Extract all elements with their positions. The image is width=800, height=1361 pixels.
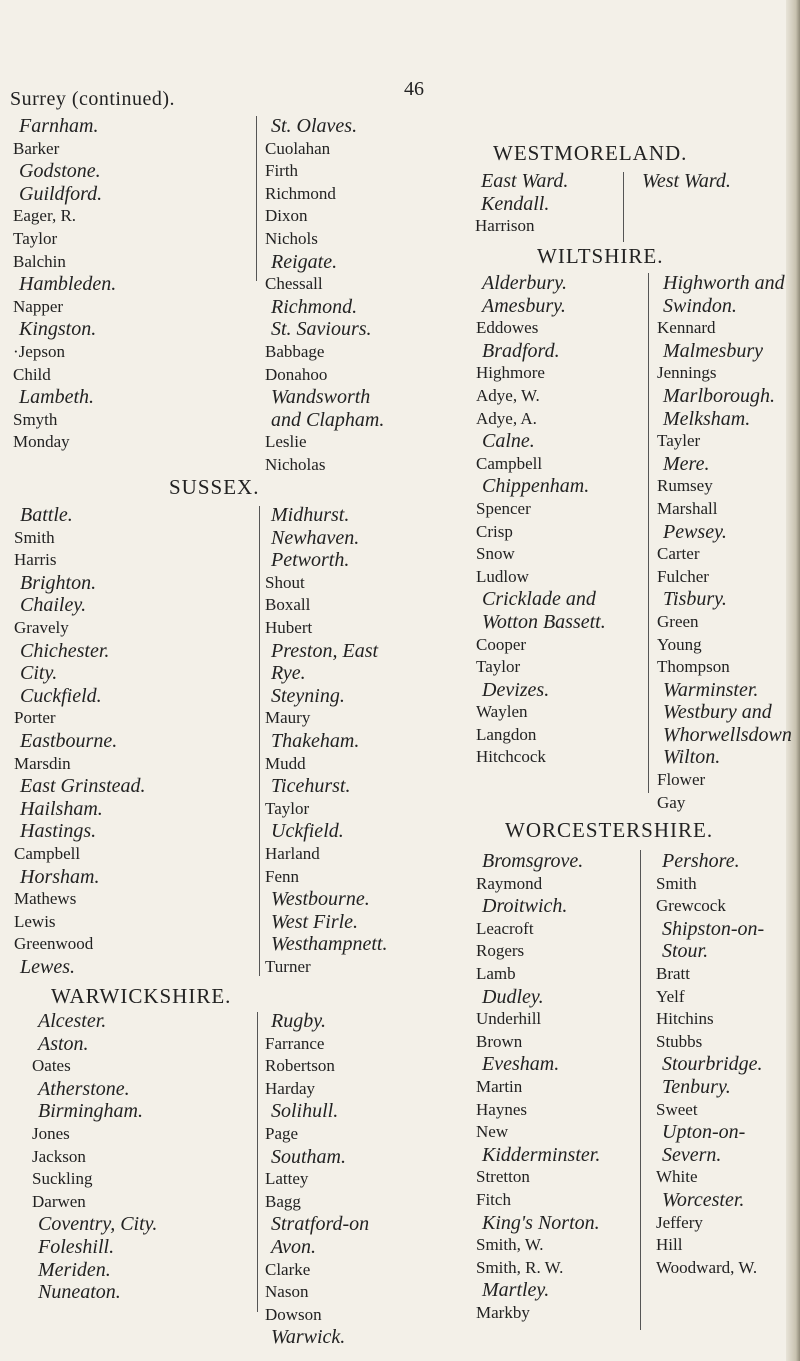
officer-name: Carter <box>657 544 700 564</box>
officer-name: Mudd <box>265 753 306 773</box>
district-heading: Tisbury. <box>663 588 727 611</box>
officer-name: ·Jepson <box>13 341 65 361</box>
officer-name: Barker <box>13 138 60 158</box>
officer-name: Brown <box>476 1031 523 1051</box>
district-heading: East Ward. <box>481 170 569 192</box>
officer-name: Sweet <box>656 1099 698 1119</box>
district-heading: Thakeham. <box>271 729 360 752</box>
officer-name: Smith, W. <box>476 1235 544 1255</box>
district-heading: Severn. <box>662 1143 722 1166</box>
officer-name: Flower <box>657 770 706 790</box>
officer-name: Robertson <box>265 1056 335 1076</box>
district-heading: Preston, East <box>271 639 379 662</box>
officer-name: Cuolahan <box>265 138 331 158</box>
officer-name: Spencer <box>476 498 531 518</box>
officer-name: Monday <box>13 432 70 452</box>
district-heading: Dudley. <box>482 985 544 1008</box>
officer-name: Raymond <box>476 873 543 893</box>
column-divider <box>623 172 624 242</box>
officer-name: Rogers <box>476 941 525 961</box>
officer-name: Crisp <box>476 521 513 541</box>
officer-name: Smith <box>14 527 55 547</box>
district-heading: Wilton. <box>663 746 721 769</box>
district-heading: Amesbury. <box>482 294 566 317</box>
officer-name: Underhill <box>476 1009 542 1029</box>
district-heading: Steyning. <box>271 684 345 707</box>
district-heading: Ticehurst. <box>271 775 351 798</box>
column <box>32 1010 157 1304</box>
column-divider <box>640 850 641 1330</box>
officer-name: Maury <box>265 708 311 728</box>
district-heading: Nuneaton. <box>38 1281 121 1304</box>
officer-name: Langdon <box>476 724 537 744</box>
officer-name: Eager, R. <box>13 206 77 226</box>
district-heading: Whorwellsdown <box>663 723 792 746</box>
officer-name: Markby <box>476 1302 530 1322</box>
officer-name: Donahoo <box>265 364 328 384</box>
officer-name: Child <box>13 364 51 384</box>
district-heading: Kidderminster. <box>482 1143 601 1166</box>
officer-name: Leacroft <box>476 918 534 938</box>
officer-name: Suckling <box>32 1169 93 1189</box>
district-heading: Mere. <box>663 452 710 475</box>
officer-name: Waylen <box>476 702 528 722</box>
officer-name: Campbell <box>14 843 81 863</box>
officer-name: Stretton <box>476 1167 530 1187</box>
district-heading: Westhampnett. <box>271 933 388 956</box>
district-heading: Farnham. <box>19 115 99 137</box>
column <box>636 170 731 193</box>
column <box>14 504 146 978</box>
officer-name: Gay <box>657 792 686 812</box>
officer-name: Babbage <box>265 341 325 361</box>
district-heading: St. Saviours. <box>271 318 372 341</box>
column <box>657 272 792 814</box>
officer-name: Snow <box>476 544 515 564</box>
officer-name: Dixon <box>265 206 308 226</box>
district-heading: Coventry, City. <box>38 1213 158 1236</box>
section-heading-wiltshire: WILTSHIRE. <box>537 244 664 268</box>
officer-name: Smith, R. W. <box>476 1257 564 1277</box>
officer-name: Fenn <box>265 866 299 886</box>
district-heading: St. Olaves. <box>271 115 358 137</box>
district-heading: Wotton Bassett. <box>482 610 606 633</box>
district-heading: King's Norton. <box>482 1211 600 1234</box>
officer-name: Balchin <box>13 251 66 271</box>
officer-name: Mathews <box>14 889 77 909</box>
column <box>13 115 116 454</box>
officer-name: Shout <box>265 572 305 592</box>
officer-name: Napper <box>13 296 64 316</box>
officer-name: Greenwood <box>14 934 94 954</box>
district-heading: Kingston. <box>19 318 97 341</box>
district-heading: Rye. <box>271 662 306 685</box>
officer-name: Yelf <box>656 986 685 1006</box>
officer-name: Green <box>657 611 699 631</box>
section-heading-westmoreland: WESTMORELAND. <box>493 141 688 165</box>
district-heading: Malmesbury <box>663 339 763 362</box>
officer-name: Hubert <box>265 617 313 637</box>
officer-name: Leslie <box>265 432 307 452</box>
column <box>656 850 764 1279</box>
district-heading: Swindon. <box>663 294 737 317</box>
column-divider <box>259 506 260 976</box>
officer-name: Highmore <box>476 363 545 383</box>
district-heading: Hailsham. <box>20 797 103 820</box>
officer-name: Harland <box>265 843 320 863</box>
officer-name: Richmond <box>265 183 336 203</box>
officer-name: Tayler <box>657 431 701 451</box>
page-number: 46 <box>404 78 424 100</box>
district-heading: Evesham. <box>482 1053 560 1076</box>
district-heading: Godstone. <box>19 160 101 183</box>
district-heading: Chippenham. <box>482 475 590 498</box>
officer-name: Haynes <box>476 1099 527 1119</box>
officer-name: Marsdin <box>14 753 71 773</box>
district-heading: Hastings. <box>20 820 97 843</box>
officer-name: Marshall <box>657 498 718 518</box>
officer-name: Farrance <box>265 1033 325 1053</box>
officer-name: Taylor <box>13 228 58 248</box>
officer-name: White <box>656 1167 698 1187</box>
officer-name: Smith <box>656 873 697 893</box>
officer-name: Oates <box>32 1056 71 1076</box>
district-heading: Bromsgrove. <box>482 850 584 872</box>
column-divider <box>256 116 257 281</box>
officer-name: Rumsey <box>657 476 713 496</box>
district-heading: Kendall. <box>481 192 550 215</box>
officer-name: Ludlow <box>476 566 529 586</box>
officer-name: Harday <box>265 1078 316 1098</box>
officer-name: Jones <box>32 1123 70 1143</box>
officer-name: Lattey <box>265 1169 309 1189</box>
officer-name: Campbell <box>476 453 543 473</box>
district-heading: Cricklade and <box>482 588 596 611</box>
district-heading: Hambleden. <box>19 273 117 296</box>
district-heading: Marlborough. <box>663 384 776 407</box>
officer-name: Bagg <box>265 1191 301 1211</box>
district-heading: Stourbridge. <box>662 1053 763 1076</box>
column-divider <box>648 273 649 793</box>
officer-name: Chessall <box>265 274 323 294</box>
district-heading: Warwick. <box>271 1326 346 1349</box>
district-heading: Southam. <box>271 1145 346 1168</box>
column-divider <box>257 1012 258 1312</box>
district-heading: Aston. <box>38 1032 89 1055</box>
district-heading: Horsham. <box>20 865 100 888</box>
district-heading: Cuckfield. <box>20 684 102 707</box>
district-heading: Westbury and <box>663 701 772 724</box>
officer-name: Nason <box>265 1282 309 1302</box>
district-heading: Bradford. <box>482 339 560 362</box>
district-heading: Highworth and <box>663 272 785 294</box>
column <box>265 115 384 477</box>
district-heading: Lambeth. <box>19 386 94 409</box>
district-heading: West Ward. <box>642 170 731 192</box>
district-heading: Birmingham. <box>38 1100 143 1123</box>
district-heading: Upton-on- <box>662 1121 746 1144</box>
officer-name: Darwen <box>32 1191 86 1211</box>
district-heading: Tenbury. <box>662 1075 731 1098</box>
district-heading: Guildford. <box>19 182 103 205</box>
officer-name: Turner <box>265 956 311 976</box>
district-heading: East Grinstead. <box>20 775 146 798</box>
district-heading: Westbourne. <box>271 888 370 911</box>
district-heading: Alderbury. <box>482 272 567 294</box>
officer-name: Nichols <box>265 228 318 248</box>
district-heading: Chichester. <box>20 639 110 662</box>
district-heading: Warminster. <box>663 678 759 701</box>
officer-name: Cooper <box>476 634 527 654</box>
column <box>475 170 568 238</box>
officer-name: Hitchins <box>656 1009 714 1029</box>
district-heading: Pershore. <box>662 850 740 872</box>
district-heading: Shipston-on- <box>662 917 765 940</box>
district-heading: Droitwich. <box>482 895 568 918</box>
officer-name: Clarke <box>265 1259 311 1279</box>
district-heading: Richmond. <box>271 295 358 318</box>
column <box>265 1010 369 1349</box>
district-heading: Alcester. <box>38 1010 107 1032</box>
column <box>476 850 600 1324</box>
officer-name: Adye, A. <box>476 408 537 428</box>
officer-name: Fulcher <box>657 566 709 586</box>
district-heading: Avon. <box>271 1235 316 1258</box>
officer-name: Lamb <box>476 963 516 983</box>
officer-name: Thompson <box>657 657 730 677</box>
district-heading: Calne. <box>482 430 535 453</box>
officer-name: Jeffery <box>656 1212 703 1232</box>
officer-name: New <box>476 1122 509 1142</box>
section-heading-warwickshire: WARWICKSHIRE. <box>51 984 232 1008</box>
officer-name: Porter <box>14 708 56 728</box>
officer-name: Hill <box>656 1235 683 1255</box>
section-heading-worcestershire: WORCESTERSHIRE. <box>505 818 714 842</box>
district-heading: Worcester. <box>662 1188 745 1211</box>
officer-name: Firth <box>265 161 299 181</box>
district-heading: Stour. <box>662 940 709 963</box>
district-heading: Chailey. <box>20 594 87 617</box>
section-heading-surrey: Surrey (continued). <box>10 88 176 110</box>
officer-name: Kennard <box>657 318 716 338</box>
officer-name: Harris <box>14 550 57 570</box>
district-heading: Midhurst. <box>271 504 350 526</box>
officer-name: Woodward, W. <box>656 1257 758 1277</box>
officer-name: Gravely <box>14 617 69 637</box>
district-heading: Battle. <box>20 504 73 526</box>
district-heading: Reigate. <box>271 250 338 273</box>
officer-name: Eddowes <box>476 318 539 338</box>
district-heading: Melksham. <box>663 407 751 430</box>
district-heading: Pewsey. <box>663 520 727 543</box>
district-heading: Wandsworth <box>271 386 371 409</box>
district-heading: Solihull. <box>271 1100 339 1123</box>
district-heading: Uckfield. <box>271 820 344 843</box>
officer-name: Boxall <box>265 595 311 615</box>
district-heading: Atherstone. <box>38 1077 130 1100</box>
district-heading: Devizes. <box>482 678 550 701</box>
district-heading: Lewes. <box>20 955 75 978</box>
officer-name: Nicholas <box>265 454 326 474</box>
district-heading: Brighton. <box>20 571 97 594</box>
officer-name: Harrison <box>475 216 535 236</box>
column <box>476 272 606 769</box>
section-heading-sussex: SUSSEX. <box>169 475 260 499</box>
officer-name: Page <box>265 1123 299 1143</box>
officer-name: Martin <box>476 1076 523 1096</box>
officer-name: Grewcock <box>656 896 726 916</box>
district-heading: West Firle. <box>271 910 359 933</box>
officer-name: Lewis <box>14 911 56 931</box>
officer-name: Bratt <box>656 963 690 983</box>
district-heading: Martley. <box>482 1279 550 1302</box>
district-heading: Newhaven. <box>271 526 360 549</box>
district-heading: Foleshill. <box>38 1235 115 1258</box>
district-heading: Meriden. <box>38 1258 111 1281</box>
officer-name: Hitchcock <box>476 747 546 767</box>
officer-name: Young <box>657 634 702 654</box>
officer-name: Jackson <box>32 1146 86 1166</box>
officer-name: Smyth <box>13 409 58 429</box>
officer-name: Fitch <box>476 1189 511 1209</box>
district-heading: Rugby. <box>271 1010 326 1032</box>
district-heading: Stratford-on <box>271 1213 370 1236</box>
officer-name: Taylor <box>476 657 521 677</box>
district-heading: Petworth. <box>271 549 350 572</box>
district-heading: Eastbourne. <box>20 729 118 752</box>
column <box>265 504 387 978</box>
district-heading: City. <box>20 662 58 685</box>
officer-name: Stubbs <box>656 1031 703 1051</box>
officer-name: Taylor <box>265 798 310 818</box>
district-heading: and Clapham. <box>271 408 385 431</box>
officer-name: Jennings <box>657 363 717 383</box>
officer-name: Adye, W. <box>476 385 540 405</box>
officer-name: Dowson <box>265 1304 322 1324</box>
